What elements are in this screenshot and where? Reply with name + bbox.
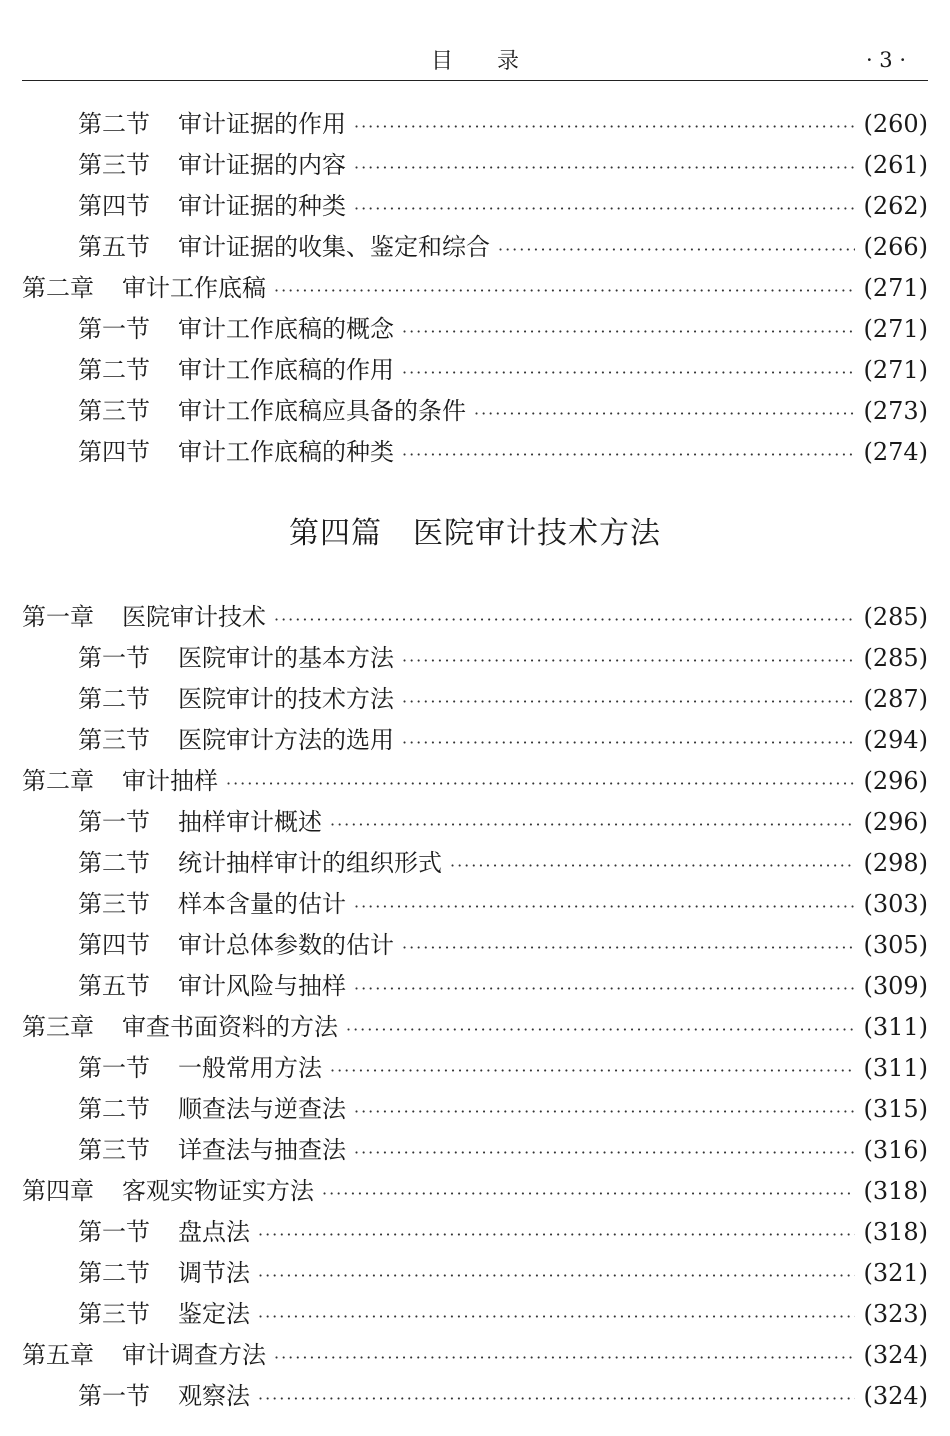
toc-entry-page: (266) (863, 233, 928, 261)
toc-entry-page: (309) (863, 972, 928, 1000)
toc-section-entry (22, 1253, 928, 1294)
dot-leader (450, 845, 855, 886)
dot-leader (274, 1337, 855, 1378)
toc-entry-label: 第三节 (78, 1300, 150, 1328)
toc-entry-label: 第四节 (78, 438, 150, 466)
toc-entry-label: 第二章 (22, 274, 94, 302)
dot-leader (226, 763, 855, 804)
toc-section-entry (22, 1048, 928, 1089)
toc-entry-page: (315) (863, 1095, 928, 1123)
toc-entry-title: 审计证据的收集、鉴定和综合 (178, 233, 490, 261)
toc-chapter-entry (22, 268, 928, 309)
toc-entry-label: 第三节 (78, 1136, 150, 1164)
toc-entry-page: (298) (863, 849, 928, 877)
toc-entry-page: (296) (863, 808, 928, 836)
toc-entry-title: 审计工作底稿的作用 (178, 356, 394, 384)
toc-entry-label: 第三节 (78, 726, 150, 754)
toc-entry-label: 第一节 (78, 1382, 150, 1410)
toc-entry-title: 一般常用方法 (178, 1054, 322, 1082)
toc-entry-label: 第二节 (78, 356, 150, 384)
toc-chapter-entry (22, 761, 928, 802)
dot-leader (402, 434, 855, 475)
dot-leader (402, 722, 855, 763)
toc-entry-title: 医院审计技术 (122, 603, 266, 631)
toc-section-entry (22, 802, 928, 843)
part-title: 第四篇 医院审计技术方法 (289, 516, 661, 551)
toc-section-entry (22, 843, 928, 884)
toc-entry-title: 医院审计的基本方法 (178, 644, 394, 672)
toc-entry-title: 医院审计方法的选用 (178, 726, 394, 754)
dot-leader (354, 1132, 855, 1173)
toc-chapter-entry (22, 1007, 928, 1048)
toc-entry-label: 第二节 (78, 685, 150, 713)
toc-chapter-entry (22, 1335, 928, 1376)
toc-entry-page: (318) (863, 1218, 928, 1246)
toc-entry-page: (311) (863, 1013, 928, 1041)
toc-section-entry (22, 1212, 928, 1253)
toc-entry-title: 审计工作底稿的概念 (178, 315, 394, 343)
toc-list-bottom (22, 597, 928, 1417)
toc-entry-label: 第四节 (78, 931, 150, 959)
toc-entry-label: 第五章 (22, 1341, 94, 1369)
toc-entry-title: 统计抽样审计的组织形式 (178, 849, 442, 877)
dot-leader (258, 1255, 855, 1296)
toc-section-entry (22, 720, 928, 761)
toc-list-top (22, 104, 928, 473)
toc-entry-title: 审计工作底稿 (122, 274, 266, 302)
toc-section-entry (22, 350, 928, 391)
dot-leader (258, 1296, 855, 1337)
toc-section-entry (22, 104, 928, 145)
dot-leader (354, 147, 855, 188)
toc-entry-page: (324) (863, 1382, 928, 1410)
toc-entry-page: (285) (863, 644, 928, 672)
toc-section-entry (22, 309, 928, 350)
toc-entry-label: 第一节 (78, 1218, 150, 1246)
toc-entry-page: (316) (863, 1136, 928, 1164)
dot-leader (346, 1009, 855, 1050)
dot-leader (354, 886, 855, 927)
toc-entry-page: (260) (863, 110, 928, 138)
toc-entry-title: 客观实物证实方法 (122, 1177, 314, 1205)
dot-leader (354, 106, 855, 147)
toc-entry-title: 审计总体参数的估计 (178, 931, 394, 959)
toc-entry-page: (318) (863, 1177, 928, 1205)
toc-entry-title: 详查法与抽查法 (178, 1136, 346, 1164)
toc-entry-page: (271) (863, 274, 928, 302)
toc-entry-title: 医院审计的技术方法 (178, 685, 394, 713)
dot-leader (274, 599, 855, 640)
toc-entry-page: (294) (863, 726, 928, 754)
toc-section-entry (22, 1376, 928, 1417)
dot-leader (354, 968, 855, 1009)
dot-leader (330, 1050, 855, 1091)
toc-chapter-entry (22, 1171, 928, 1212)
toc-entry-title: 样本含量的估计 (178, 890, 346, 918)
toc-section-entry (22, 186, 928, 227)
dot-leader (402, 681, 855, 722)
toc-entry-title: 审计证据的种类 (178, 192, 346, 220)
dot-leader (354, 1091, 855, 1132)
toc-section-entry (22, 432, 928, 473)
dot-leader (258, 1378, 855, 1419)
toc-entry-page: (285) (863, 603, 928, 631)
toc-entry-page: (273) (863, 397, 928, 425)
toc-section-entry (22, 227, 928, 268)
toc-entry-title: 审计调查方法 (122, 1341, 266, 1369)
dot-leader (274, 270, 855, 311)
toc-entry-label: 第三节 (78, 397, 150, 425)
toc-entry-label: 第三节 (78, 151, 150, 179)
toc-entry-label: 第一节 (78, 644, 150, 672)
toc-section-entry (22, 638, 928, 679)
dot-leader (258, 1214, 855, 1255)
toc-section-entry (22, 1130, 928, 1171)
page-number: · 3 · (865, 48, 906, 72)
page-header (22, 40, 928, 81)
toc-entry-page: (311) (863, 1054, 928, 1082)
dot-leader (402, 640, 855, 681)
dot-leader (354, 188, 855, 229)
toc-entry-label: 第四节 (78, 192, 150, 220)
toc-entry-title: 调节法 (178, 1259, 250, 1287)
toc-entry-label: 第四章 (22, 1177, 94, 1205)
toc-entry-page: (303) (863, 890, 928, 918)
toc-entry-title: 盘点法 (178, 1218, 250, 1246)
toc-entry-label: 第一节 (78, 315, 150, 343)
toc-section-entry (22, 966, 928, 1007)
toc-entry-label: 第五节 (78, 233, 150, 261)
toc-entry-label: 第二节 (78, 1095, 150, 1123)
toc-entry-title: 审计工作底稿应具备的条件 (178, 397, 466, 425)
toc-entry-label: 第二节 (78, 849, 150, 877)
toc-entry-page: (323) (863, 1300, 928, 1328)
toc-entry-page: (321) (863, 1259, 928, 1287)
dot-leader (402, 311, 855, 352)
dot-leader (402, 352, 855, 393)
toc-entry-title: 顺查法与逆查法 (178, 1095, 346, 1123)
toc-entry-label: 第二章 (22, 767, 94, 795)
toc-entry-label: 第一章 (22, 603, 94, 631)
toc-entry-title: 观察法 (178, 1382, 250, 1410)
toc-section-entry (22, 1089, 928, 1130)
toc-entry-title: 审计工作底稿的种类 (178, 438, 394, 466)
toc-entry-page: (271) (863, 315, 928, 343)
toc-entry-title: 鉴定法 (178, 1300, 250, 1328)
toc-entry-page: (274) (863, 438, 928, 466)
toc-section-entry (22, 391, 928, 432)
toc-entry-label: 第三节 (78, 890, 150, 918)
toc-entry-page: (296) (863, 767, 928, 795)
toc-entry-title: 审计抽样 (122, 767, 218, 795)
toc-chapter-entry (22, 597, 928, 638)
toc-section-entry (22, 679, 928, 720)
toc-section-entry (22, 145, 928, 186)
toc-section-entry (22, 1294, 928, 1335)
toc-entry-title: 审查书面资料的方法 (122, 1013, 338, 1041)
dot-leader (402, 927, 855, 968)
toc-entry-label: 第五节 (78, 972, 150, 1000)
toc-entry-page: (324) (863, 1341, 928, 1369)
toc-entry-page: (271) (863, 356, 928, 384)
dot-leader (474, 393, 855, 434)
toc-entry-label: 第三章 (22, 1013, 94, 1041)
toc-entry-title: 抽样审计概述 (178, 808, 322, 836)
toc-entry-title: 审计证据的内容 (178, 151, 346, 179)
toc-entry-label: 第二节 (78, 1259, 150, 1287)
toc-entry-title: 审计证据的作用 (178, 110, 346, 138)
running-title: 目录 (430, 49, 563, 74)
toc-entry-title: 审计风险与抽样 (178, 972, 346, 1000)
dot-leader (330, 804, 855, 845)
toc-entry-label: 第一节 (78, 1054, 150, 1082)
toc-entry-page: (262) (863, 192, 928, 220)
dot-leader (322, 1173, 855, 1214)
dot-leader (498, 229, 855, 270)
toc-entry-page: (287) (863, 685, 928, 713)
toc-entry-page: (261) (863, 151, 928, 179)
toc-entry-label: 第一节 (78, 808, 150, 836)
toc-section-entry (22, 884, 928, 925)
toc-entry-label: 第二节 (78, 110, 150, 138)
toc-entry-page: (305) (863, 931, 928, 959)
toc-section-entry (22, 925, 928, 966)
